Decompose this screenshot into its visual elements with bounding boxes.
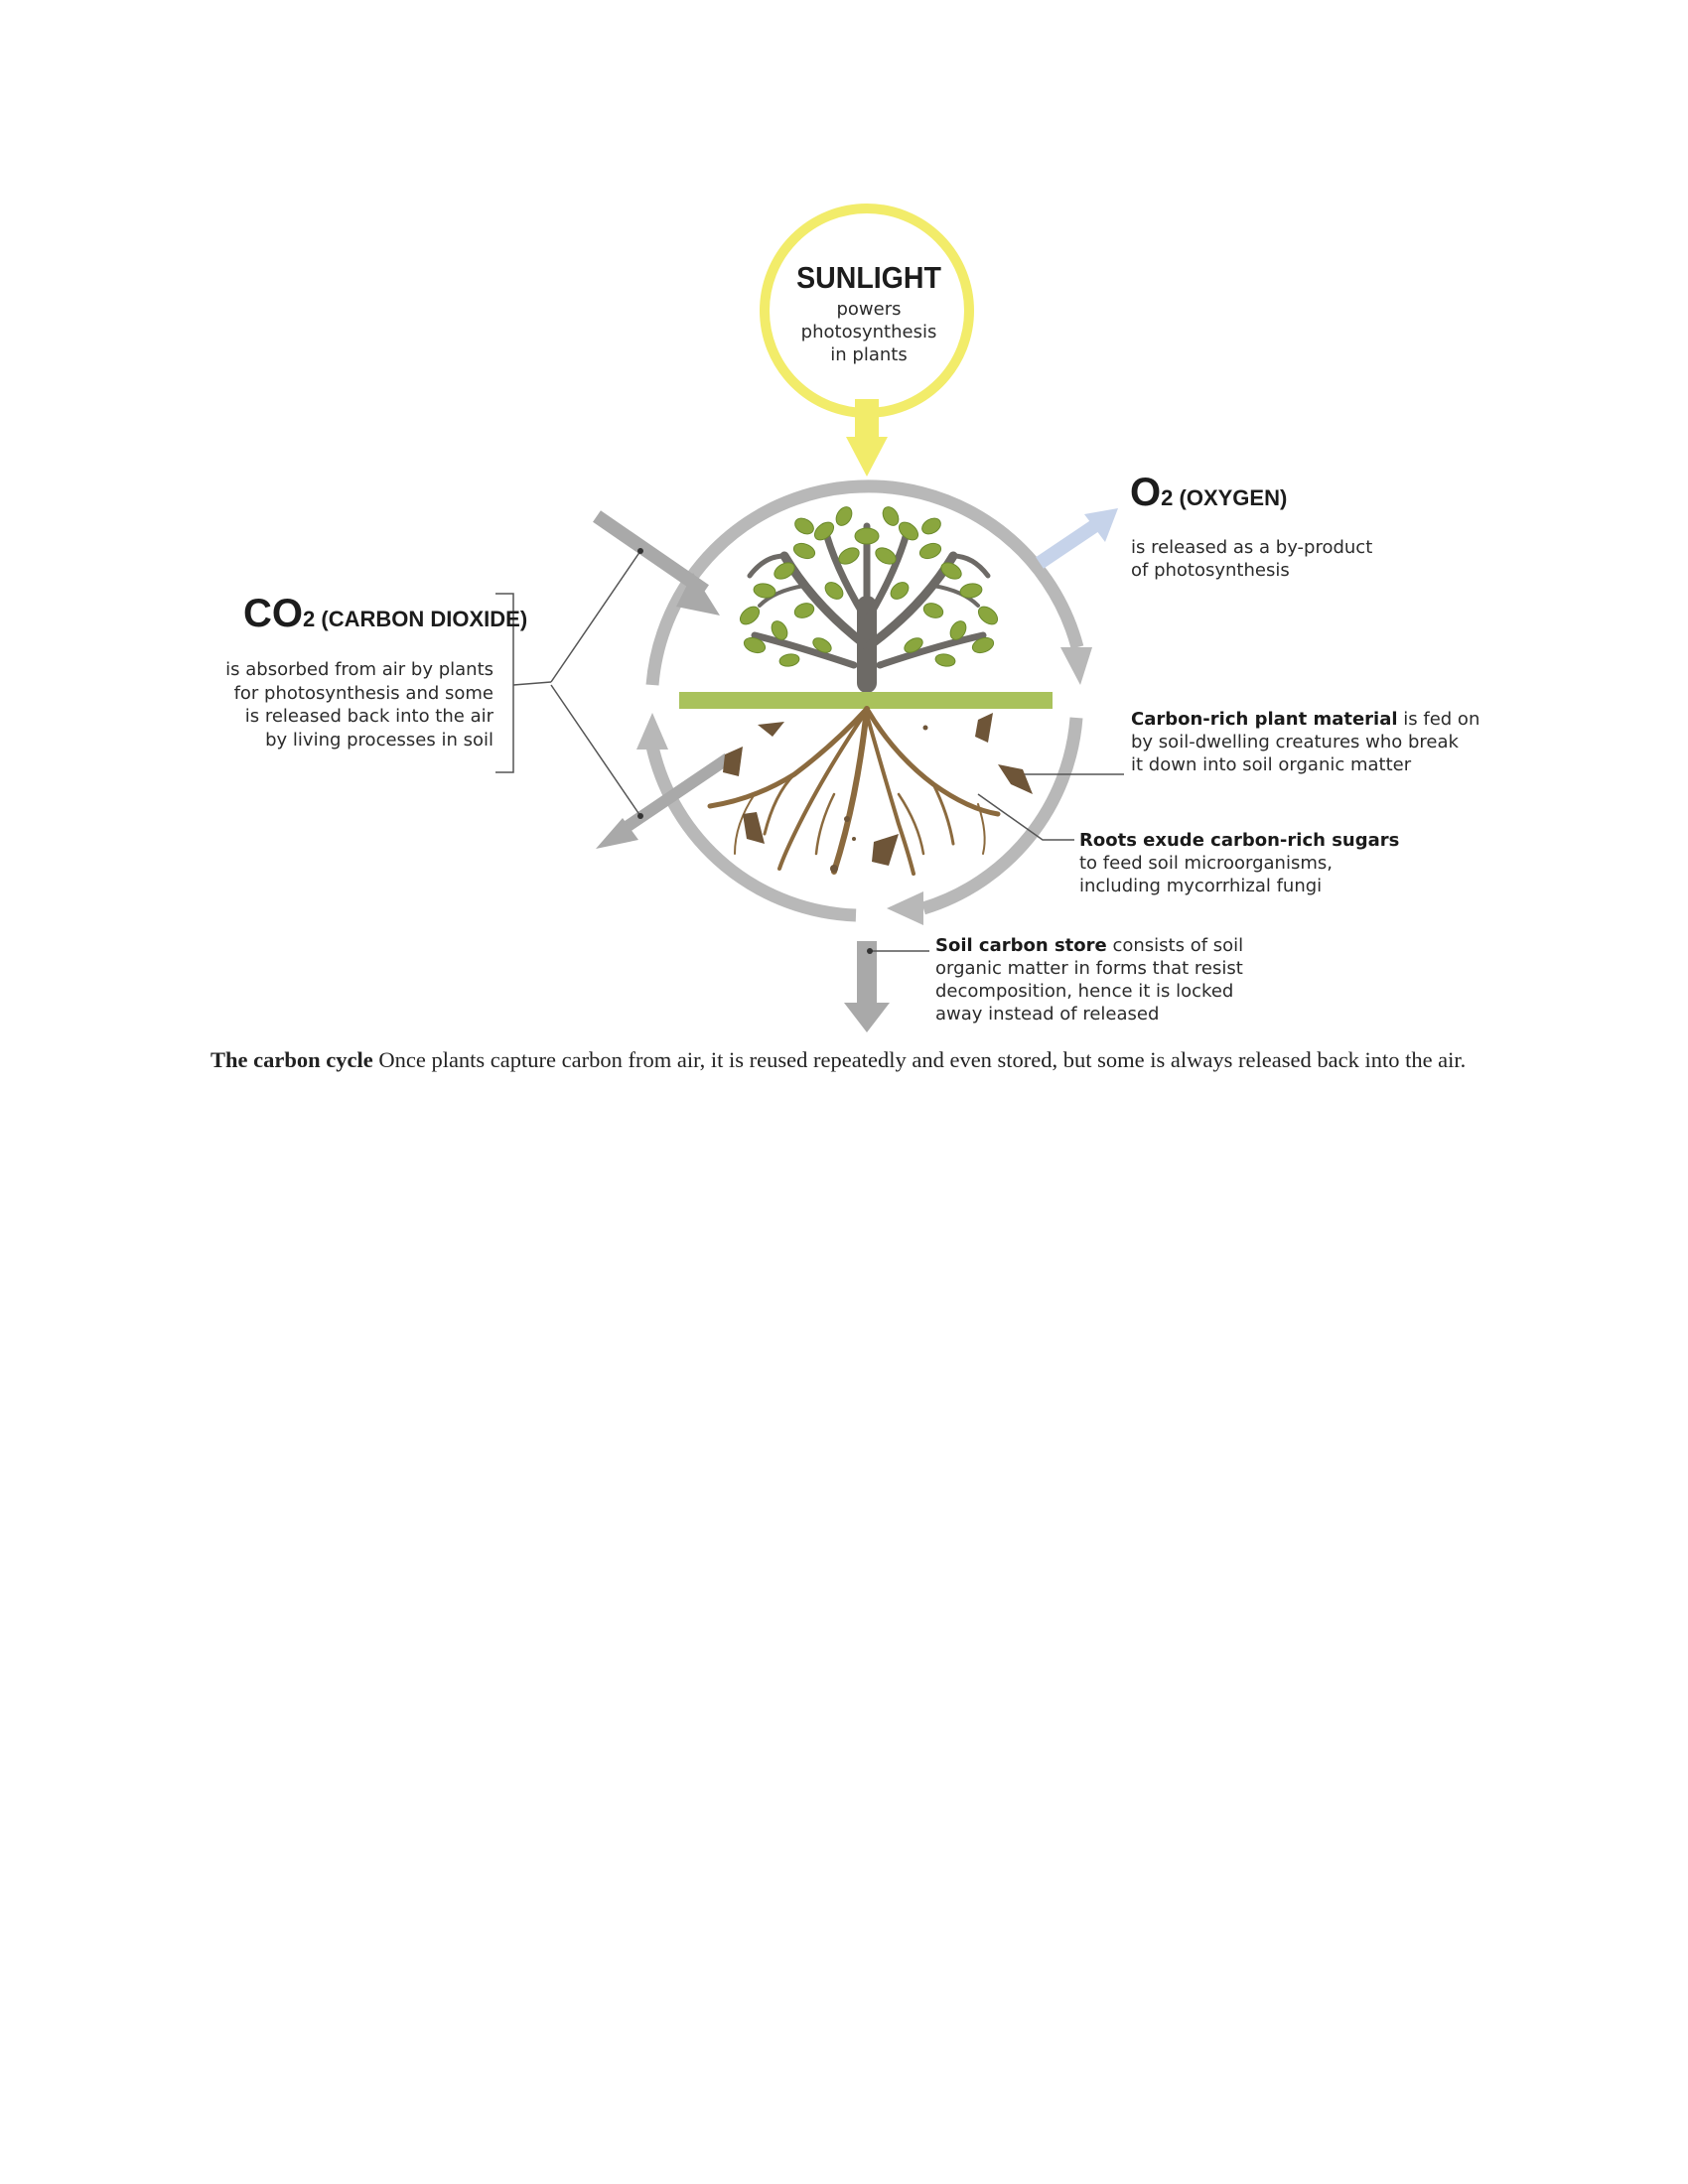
soil-store-leader-dot xyxy=(867,948,873,954)
co2-name: (CARBON DIOXIDE) xyxy=(321,607,528,631)
co2-in-arrow-shaft xyxy=(597,516,705,591)
o2-line: is released as a by-product xyxy=(1131,537,1373,558)
annotation-line: organic matter in forms that resist xyxy=(935,958,1243,979)
annotation-line: decomposition, hence it is locked xyxy=(935,981,1234,1002)
cycle-arrowhead-bottom xyxy=(887,891,923,925)
sunlight-arrow-head xyxy=(846,437,888,477)
co2-line: by living processes in soil xyxy=(265,729,493,751)
annotation-roots xyxy=(1079,829,1417,897)
o2-line: of photosynthesis xyxy=(1131,560,1290,581)
o2-arrow-shaft xyxy=(1040,524,1097,563)
annotation-bold: Roots exude carbon-rich sugars xyxy=(1079,830,1400,851)
co2-leader-line-in xyxy=(551,551,640,682)
sunlight-title: SUNLIGHT xyxy=(796,260,941,295)
sunlight-line: photosynthesis xyxy=(800,322,937,342)
caption-text: Once plants capture carbon from air, it is reused repeatedly and even stored, but some is always released back into the air. xyxy=(372,1047,1467,1072)
co2-heading xyxy=(243,592,528,636)
sunlight-arrow-shaft xyxy=(855,399,879,443)
o2-heading xyxy=(1130,471,1287,515)
o2-formula: O xyxy=(1130,471,1162,514)
annotation-bold: Soil carbon store xyxy=(935,935,1107,956)
annotation-line: away instead of released xyxy=(935,1004,1160,1024)
carbon-cycle-diagram xyxy=(0,0,1688,1052)
co2-leader-dot-in xyxy=(637,548,643,554)
co2-leader-line-out xyxy=(551,685,640,816)
co2-leader-line-up xyxy=(513,682,551,685)
annotation-rest: is fed on xyxy=(1397,709,1480,730)
o2-subscript: 2 xyxy=(1161,485,1174,510)
annotation-soil-carbon-store xyxy=(935,934,1273,1025)
annotation-line: including mycorrhizal fungi xyxy=(1079,876,1323,896)
annotation-plant-material xyxy=(1131,708,1488,776)
caption-title: The carbon cycle xyxy=(211,1047,373,1072)
o2-description xyxy=(1131,536,1429,582)
o2-name: (OXYGEN) xyxy=(1179,485,1288,510)
co2-out-arrow-shaft xyxy=(621,758,728,831)
co2-line: for photosynthesis and some xyxy=(233,682,493,704)
cycle-arrowhead-left xyxy=(636,713,668,750)
cycle-arrowhead-right xyxy=(1060,647,1092,685)
annotation-bold: Carbon-rich plant material xyxy=(1131,709,1398,730)
figure-caption xyxy=(211,1045,1481,1075)
co2-formula: CO xyxy=(243,592,303,635)
soil-store-arrow-head xyxy=(844,1003,890,1032)
co2-line: is released back into the air xyxy=(244,706,493,727)
annotation-line: to feed soil microorganisms, xyxy=(1079,853,1333,874)
annotation-line: it down into soil organic matter xyxy=(1131,754,1412,775)
co2-line: is absorbed from air by plants xyxy=(225,659,493,680)
co2-subscript: 2 xyxy=(303,607,316,631)
co2-leader-dot-out xyxy=(637,813,643,819)
soil-debris xyxy=(723,713,1033,873)
co2-description xyxy=(204,658,493,751)
sunlight-line: in plants xyxy=(830,344,908,365)
roots xyxy=(710,709,998,874)
sunlight-description xyxy=(765,298,973,366)
annotation-rest: consists of soil xyxy=(1106,935,1244,956)
annotation-line: by soil-dwelling creatures who break xyxy=(1131,732,1459,752)
sunlight-line: powers xyxy=(836,299,902,320)
